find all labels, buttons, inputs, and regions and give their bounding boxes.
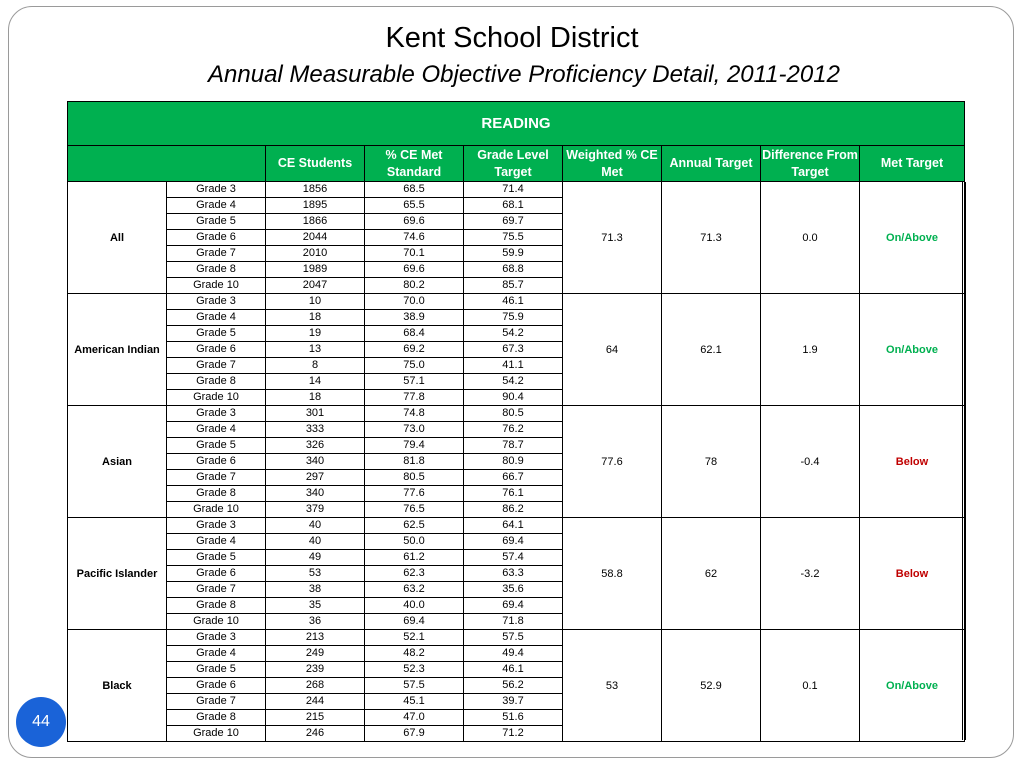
students-cell: 1856 bbox=[266, 182, 365, 198]
pct-met-cell: 45.1 bbox=[365, 694, 464, 710]
grade-target-cell: 46.1 bbox=[464, 662, 563, 678]
group-name-cell: American Indian bbox=[68, 294, 167, 406]
met-target-status: On/Above bbox=[860, 630, 965, 742]
pct-met-cell: 62.3 bbox=[365, 566, 464, 582]
grade-cell: Grade 6 bbox=[167, 566, 266, 582]
students-cell: 49 bbox=[266, 550, 365, 566]
students-cell: 38 bbox=[266, 582, 365, 598]
grade-cell: Grade 7 bbox=[167, 694, 266, 710]
table-row bbox=[68, 518, 965, 534]
pct-met-cell: 52.1 bbox=[365, 630, 464, 646]
difference-cell: 1.9 bbox=[761, 294, 860, 406]
pct-met-cell: 67.9 bbox=[365, 726, 464, 742]
difference-cell: 0.1 bbox=[761, 630, 860, 742]
students-cell: 246 bbox=[266, 726, 365, 742]
grade-cell: Grade 10 bbox=[167, 726, 266, 742]
table-row bbox=[68, 406, 965, 422]
students-cell: 2047 bbox=[266, 278, 365, 294]
grade-cell: Grade 3 bbox=[167, 182, 266, 198]
grade-target-cell: 68.8 bbox=[464, 262, 563, 278]
students-cell: 268 bbox=[266, 678, 365, 694]
grade-cell: Grade 5 bbox=[167, 326, 266, 342]
grade-cell: Grade 7 bbox=[167, 582, 266, 598]
table-row bbox=[68, 630, 965, 646]
pct-met-cell: 63.2 bbox=[365, 582, 464, 598]
difference-cell: 0.0 bbox=[761, 182, 860, 294]
grade-target-cell: 56.2 bbox=[464, 678, 563, 694]
grade-target-cell: 46.1 bbox=[464, 294, 563, 310]
grade-cell: Grade 3 bbox=[167, 518, 266, 534]
annual-target-cell: 52.9 bbox=[662, 630, 761, 742]
students-cell: 326 bbox=[266, 438, 365, 454]
grade-target-cell: 57.5 bbox=[464, 630, 563, 646]
pct-met-cell: 79.4 bbox=[365, 438, 464, 454]
grade-target-cell: 76.1 bbox=[464, 486, 563, 502]
grade-cell: Grade 4 bbox=[167, 534, 266, 550]
column-header: Met Target bbox=[860, 146, 965, 182]
grade-target-cell: 51.6 bbox=[464, 710, 563, 726]
students-cell: 2044 bbox=[266, 230, 365, 246]
slide-subtitle: Annual Measurable Objective Proficiency Detail, 2011-2012 bbox=[208, 61, 840, 88]
grade-target-cell: 85.7 bbox=[464, 278, 563, 294]
pct-met-cell: 74.6 bbox=[365, 230, 464, 246]
students-cell: 213 bbox=[266, 630, 365, 646]
grade-cell: Grade 6 bbox=[167, 230, 266, 246]
grade-cell: Grade 6 bbox=[167, 678, 266, 694]
pct-met-cell: 77.8 bbox=[365, 390, 464, 406]
grade-target-cell: 54.2 bbox=[464, 374, 563, 390]
grade-cell: Grade 6 bbox=[167, 454, 266, 470]
annual-target-cell: 62 bbox=[662, 518, 761, 630]
grade-target-cell: 41.1 bbox=[464, 358, 563, 374]
pct-met-cell: 77.6 bbox=[365, 486, 464, 502]
pct-met-cell: 69.4 bbox=[365, 614, 464, 630]
grade-cell: Grade 8 bbox=[167, 262, 266, 278]
grade-target-cell: 80.5 bbox=[464, 406, 563, 422]
grade-cell: Grade 8 bbox=[167, 598, 266, 614]
students-cell: 239 bbox=[266, 662, 365, 678]
students-cell: 297 bbox=[266, 470, 365, 486]
grade-target-cell: 69.4 bbox=[464, 534, 563, 550]
students-cell: 340 bbox=[266, 486, 365, 502]
difference-cell: -0.4 bbox=[761, 406, 860, 518]
group-name-cell: Pacific Islander bbox=[68, 518, 167, 630]
students-cell: 333 bbox=[266, 422, 365, 438]
group-name-cell: Black bbox=[68, 630, 167, 742]
pct-met-cell: 80.2 bbox=[365, 278, 464, 294]
pct-met-cell: 69.6 bbox=[365, 214, 464, 230]
grade-cell: Grade 7 bbox=[167, 246, 266, 262]
pct-met-cell: 81.8 bbox=[365, 454, 464, 470]
pct-met-cell: 57.5 bbox=[365, 678, 464, 694]
pct-met-cell: 40.0 bbox=[365, 598, 464, 614]
students-cell: 215 bbox=[266, 710, 365, 726]
pct-met-cell: 69.6 bbox=[365, 262, 464, 278]
grade-cell: Grade 8 bbox=[167, 374, 266, 390]
grade-cell: Grade 6 bbox=[167, 342, 266, 358]
weighted-pct-cell: 77.6 bbox=[563, 406, 662, 518]
met-target-status: On/Above bbox=[860, 294, 965, 406]
grade-cell: Grade 4 bbox=[167, 422, 266, 438]
grade-cell: Grade 10 bbox=[167, 614, 266, 630]
pct-met-cell: 57.1 bbox=[365, 374, 464, 390]
pct-met-cell: 70.0 bbox=[365, 294, 464, 310]
students-cell: 249 bbox=[266, 646, 365, 662]
weighted-pct-cell: 71.3 bbox=[563, 182, 662, 294]
section-banner-row bbox=[68, 102, 965, 146]
students-cell: 14 bbox=[266, 374, 365, 390]
pct-met-cell: 74.8 bbox=[365, 406, 464, 422]
column-header-row bbox=[68, 146, 965, 182]
difference-cell: -3.2 bbox=[761, 518, 860, 630]
grade-target-cell: 59.9 bbox=[464, 246, 563, 262]
column-header: CE Students bbox=[266, 146, 365, 182]
pct-met-cell: 47.0 bbox=[365, 710, 464, 726]
grade-cell: Grade 3 bbox=[167, 630, 266, 646]
pct-met-cell: 65.5 bbox=[365, 198, 464, 214]
students-cell: 379 bbox=[266, 502, 365, 518]
column-header: % CE Met Standard bbox=[365, 146, 464, 182]
students-cell: 35 bbox=[266, 598, 365, 614]
column-header: Weighted % CE Met bbox=[563, 146, 662, 182]
students-cell: 1866 bbox=[266, 214, 365, 230]
grade-target-cell: 54.2 bbox=[464, 326, 563, 342]
grade-target-cell: 90.4 bbox=[464, 390, 563, 406]
grade-target-cell: 64.1 bbox=[464, 518, 563, 534]
page-number-badge: 44 bbox=[16, 697, 66, 747]
grade-cell: Grade 5 bbox=[167, 550, 266, 566]
grade-cell: Grade 5 bbox=[167, 214, 266, 230]
column-header: Annual Target bbox=[662, 146, 761, 182]
pct-met-cell: 50.0 bbox=[365, 534, 464, 550]
grade-target-cell: 39.7 bbox=[464, 694, 563, 710]
pct-met-cell: 68.4 bbox=[365, 326, 464, 342]
students-cell: 1989 bbox=[266, 262, 365, 278]
grade-target-cell: 67.3 bbox=[464, 342, 563, 358]
grade-cell: Grade 4 bbox=[167, 310, 266, 326]
grade-cell: Grade 8 bbox=[167, 710, 266, 726]
students-cell: 19 bbox=[266, 326, 365, 342]
table-body bbox=[68, 182, 965, 742]
grade-target-cell: 71.2 bbox=[464, 726, 563, 742]
grade-target-cell: 57.4 bbox=[464, 550, 563, 566]
table-row bbox=[68, 182, 965, 198]
students-cell: 1895 bbox=[266, 198, 365, 214]
pct-met-cell: 80.5 bbox=[365, 470, 464, 486]
column-header: Grade Level Target bbox=[464, 146, 563, 182]
grade-cell: Grade 10 bbox=[167, 278, 266, 294]
students-cell: 40 bbox=[266, 534, 365, 550]
weighted-pct-cell: 53 bbox=[563, 630, 662, 742]
pct-met-cell: 62.5 bbox=[365, 518, 464, 534]
grade-target-cell: 49.4 bbox=[464, 646, 563, 662]
students-cell: 36 bbox=[266, 614, 365, 630]
students-cell: 10 bbox=[266, 294, 365, 310]
students-cell: 40 bbox=[266, 518, 365, 534]
annual-target-cell: 78 bbox=[662, 406, 761, 518]
grade-target-cell: 75.9 bbox=[464, 310, 563, 326]
students-cell: 244 bbox=[266, 694, 365, 710]
pct-met-cell: 70.1 bbox=[365, 246, 464, 262]
section-banner: READING bbox=[68, 102, 965, 146]
proficiency-table-container bbox=[67, 101, 964, 742]
pct-met-cell: 52.3 bbox=[365, 662, 464, 678]
weighted-pct-cell: 58.8 bbox=[563, 518, 662, 630]
students-cell: 8 bbox=[266, 358, 365, 374]
column-header: Difference From Target bbox=[761, 146, 860, 182]
students-cell: 18 bbox=[266, 310, 365, 326]
annual-target-cell: 71.3 bbox=[662, 182, 761, 294]
grade-target-cell: 68.1 bbox=[464, 198, 563, 214]
met-target-status: Below bbox=[860, 406, 965, 518]
slide-title: Kent School District bbox=[385, 22, 639, 54]
grade-target-cell: 69.7 bbox=[464, 214, 563, 230]
grade-target-cell: 86.2 bbox=[464, 502, 563, 518]
students-cell: 2010 bbox=[266, 246, 365, 262]
grade-cell: Grade 4 bbox=[167, 646, 266, 662]
grade-target-cell: 35.6 bbox=[464, 582, 563, 598]
table-row bbox=[68, 294, 965, 310]
grade-target-cell: 71.4 bbox=[464, 182, 563, 198]
group-name-cell: Asian bbox=[68, 406, 167, 518]
met-target-status: On/Above bbox=[860, 182, 965, 294]
weighted-pct-cell: 64 bbox=[563, 294, 662, 406]
pct-met-cell: 48.2 bbox=[365, 646, 464, 662]
students-cell: 301 bbox=[266, 406, 365, 422]
grade-target-cell: 75.5 bbox=[464, 230, 563, 246]
grade-cell: Grade 7 bbox=[167, 470, 266, 486]
met-target-status: Below bbox=[860, 518, 965, 630]
students-cell: 340 bbox=[266, 454, 365, 470]
pct-met-cell: 69.2 bbox=[365, 342, 464, 358]
pct-met-cell: 73.0 bbox=[365, 422, 464, 438]
grade-cell: Grade 5 bbox=[167, 662, 266, 678]
pct-met-cell: 76.5 bbox=[365, 502, 464, 518]
grade-target-cell: 71.8 bbox=[464, 614, 563, 630]
grade-cell: Grade 4 bbox=[167, 198, 266, 214]
grade-target-cell: 63.3 bbox=[464, 566, 563, 582]
pct-met-cell: 38.9 bbox=[365, 310, 464, 326]
grade-cell: Grade 3 bbox=[167, 294, 266, 310]
grade-cell: Grade 5 bbox=[167, 438, 266, 454]
pct-met-cell: 68.5 bbox=[365, 182, 464, 198]
students-cell: 13 bbox=[266, 342, 365, 358]
pct-met-cell: 75.0 bbox=[365, 358, 464, 374]
pct-met-cell: 61.2 bbox=[365, 550, 464, 566]
grade-cell: Grade 8 bbox=[167, 486, 266, 502]
grade-cell: Grade 10 bbox=[167, 502, 266, 518]
grade-cell: Grade 10 bbox=[167, 390, 266, 406]
grade-target-cell: 66.7 bbox=[464, 470, 563, 486]
grade-target-cell: 80.9 bbox=[464, 454, 563, 470]
group-name-cell: All bbox=[68, 182, 167, 294]
grade-target-cell: 76.2 bbox=[464, 422, 563, 438]
students-cell: 18 bbox=[266, 390, 365, 406]
grade-target-cell: 69.4 bbox=[464, 598, 563, 614]
students-cell: 53 bbox=[266, 566, 365, 582]
grade-cell: Grade 7 bbox=[167, 358, 266, 374]
proficiency-table bbox=[67, 101, 965, 742]
grade-cell: Grade 3 bbox=[167, 406, 266, 422]
header-blank bbox=[68, 146, 266, 182]
grade-target-cell: 78.7 bbox=[464, 438, 563, 454]
annual-target-cell: 62.1 bbox=[662, 294, 761, 406]
table-right-edge bbox=[962, 182, 966, 740]
